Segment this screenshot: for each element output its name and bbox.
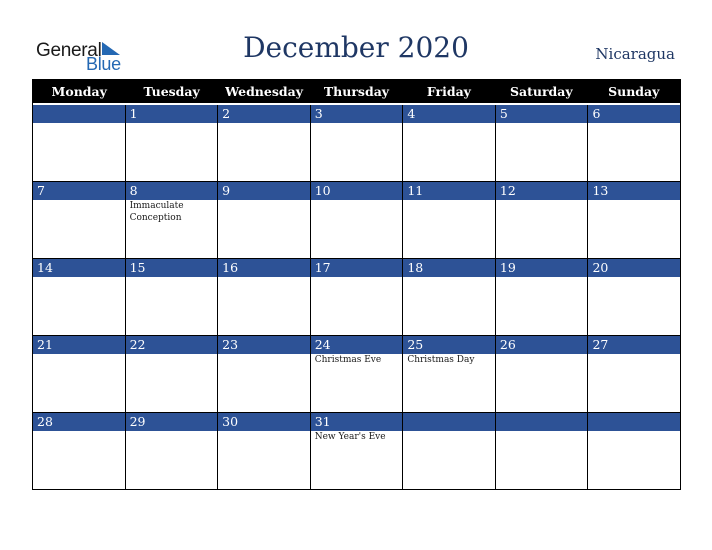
day-cell xyxy=(125,413,218,489)
day-cell xyxy=(125,336,218,412)
holiday-label xyxy=(218,431,310,433)
holiday-label xyxy=(588,354,680,356)
holiday-label xyxy=(588,431,680,433)
weekday-monday: Monday xyxy=(51,84,107,99)
day-cell xyxy=(33,336,125,412)
date-number: 28 xyxy=(33,413,125,431)
date-number: 12 xyxy=(496,182,588,200)
weekday-friday: Friday xyxy=(426,84,471,99)
day-cell xyxy=(587,259,680,335)
day-cell xyxy=(495,105,588,181)
date-number: 27 xyxy=(588,336,680,354)
logo-text-blue: Blue xyxy=(86,54,121,74)
holiday-label xyxy=(126,431,218,433)
day-cell xyxy=(402,182,495,258)
weekday-sunday: Sunday xyxy=(608,84,660,99)
holiday-label xyxy=(588,123,680,125)
day-cell xyxy=(217,259,310,335)
weekday-saturday: Saturday xyxy=(509,84,573,99)
holiday-label xyxy=(311,123,403,125)
holiday-label xyxy=(218,354,310,356)
holiday-label xyxy=(126,123,218,125)
holiday-label xyxy=(496,354,588,356)
day-cell xyxy=(33,413,125,489)
day-cell xyxy=(495,182,588,258)
holiday-label: New Year's Eve xyxy=(314,432,386,442)
holiday-label xyxy=(126,277,218,279)
date-number: 7 xyxy=(33,182,125,200)
week-row xyxy=(33,336,680,412)
holiday-label xyxy=(403,123,495,125)
holiday-label xyxy=(588,200,680,202)
day-cell xyxy=(125,259,218,335)
date-number: 16 xyxy=(218,259,310,277)
date-number: 1 xyxy=(126,105,218,123)
holiday-label: Christmas Eve xyxy=(314,355,382,365)
day-cell xyxy=(217,413,310,489)
date-number: 30 xyxy=(218,413,310,431)
holiday-label: Christmas Day xyxy=(407,355,475,365)
date-number: 3 xyxy=(311,105,403,123)
date-number: 18 xyxy=(403,259,495,277)
day-cell xyxy=(495,413,588,489)
date-number: 8 xyxy=(126,182,218,200)
date-number: 2 xyxy=(218,105,310,123)
date-number xyxy=(33,105,125,123)
date-number: 22 xyxy=(126,336,218,354)
day-cell xyxy=(217,336,310,412)
holiday-label xyxy=(403,200,495,202)
weekday-tuesday: Tuesday xyxy=(143,84,200,99)
date-number: 6 xyxy=(588,105,680,123)
week-row xyxy=(33,259,680,335)
holiday-label xyxy=(33,277,125,279)
week-row xyxy=(33,413,680,489)
week-row xyxy=(33,182,680,258)
holiday-label xyxy=(496,277,588,279)
weekday-header xyxy=(33,80,680,103)
weekday-thursday: Thursday xyxy=(323,84,390,99)
holiday-label xyxy=(588,277,680,279)
holiday-label xyxy=(311,277,403,279)
holiday-label xyxy=(33,431,125,433)
day-cell xyxy=(33,182,125,258)
day-cell xyxy=(495,259,588,335)
holiday-label xyxy=(311,200,403,202)
day-cell xyxy=(217,105,310,181)
holiday-label xyxy=(218,277,310,279)
day-cell xyxy=(587,413,680,489)
page-title: December 2020 xyxy=(243,31,469,64)
date-number: 13 xyxy=(588,182,680,200)
day-cell xyxy=(310,413,403,489)
day-cell xyxy=(402,259,495,335)
holiday-label xyxy=(403,431,495,433)
date-number: 17 xyxy=(311,259,403,277)
day-cell xyxy=(310,336,403,412)
date-number: 15 xyxy=(126,259,218,277)
day-cell xyxy=(310,105,403,181)
day-cell xyxy=(587,105,680,181)
date-number: 5 xyxy=(496,105,588,123)
date-number: 9 xyxy=(218,182,310,200)
holiday-label xyxy=(218,200,310,202)
day-cell xyxy=(125,105,218,181)
date-number: 21 xyxy=(33,336,125,354)
day-cell xyxy=(310,259,403,335)
date-number: 11 xyxy=(403,182,495,200)
day-cell xyxy=(402,413,495,489)
date-number: 23 xyxy=(218,336,310,354)
date-number: 24 xyxy=(311,336,403,354)
calendar-grid xyxy=(32,79,681,490)
date-number: 20 xyxy=(588,259,680,277)
date-number: 19 xyxy=(496,259,588,277)
day-cell xyxy=(587,336,680,412)
logo-text-general: General xyxy=(36,40,102,61)
date-number: 4 xyxy=(403,105,495,123)
day-cell xyxy=(125,182,218,258)
day-cell xyxy=(310,182,403,258)
holiday-label xyxy=(126,354,218,356)
holiday-label xyxy=(496,200,588,202)
day-cell xyxy=(33,259,125,335)
day-cell xyxy=(402,105,495,181)
date-number: 10 xyxy=(311,182,403,200)
day-cell xyxy=(495,336,588,412)
day-cell xyxy=(33,105,125,181)
weekday-wednesday: Wednesday xyxy=(225,84,303,99)
date-number: 26 xyxy=(496,336,588,354)
country-label: Nicaragua xyxy=(595,45,675,63)
date-number xyxy=(588,413,680,431)
holiday-label xyxy=(33,200,125,202)
holiday-label xyxy=(496,431,588,433)
holiday-label xyxy=(403,277,495,279)
date-number: 25 xyxy=(403,336,495,354)
holiday-label xyxy=(33,123,125,125)
date-number: 31 xyxy=(311,413,403,431)
holiday-label: Immaculate Conception xyxy=(129,201,184,223)
holiday-label xyxy=(218,123,310,125)
week-row xyxy=(33,105,680,181)
date-number: 29 xyxy=(126,413,218,431)
day-cell xyxy=(402,336,495,412)
date-number: 14 xyxy=(33,259,125,277)
holiday-label xyxy=(33,354,125,356)
holiday-label xyxy=(496,123,588,125)
day-cell xyxy=(587,182,680,258)
day-cell xyxy=(217,182,310,258)
date-number xyxy=(496,413,588,431)
date-number xyxy=(403,413,495,431)
